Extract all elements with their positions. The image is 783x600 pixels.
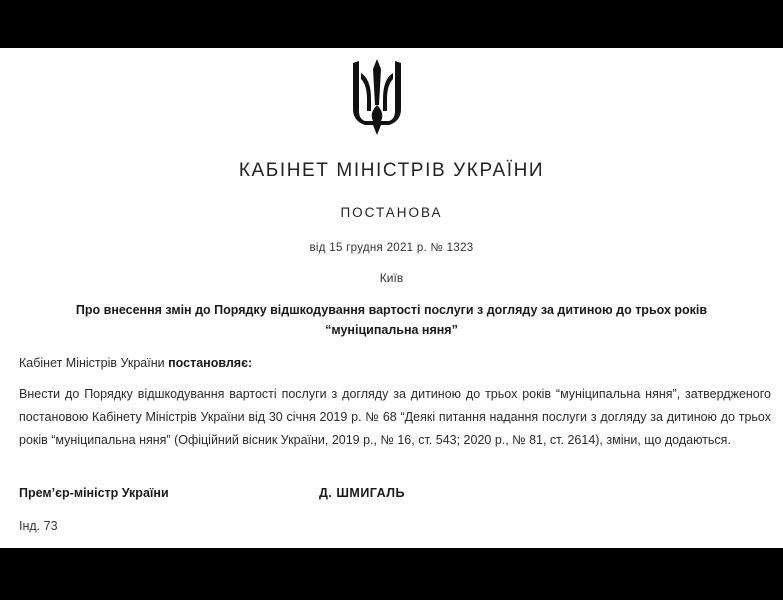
document-title — [0, 300, 783, 340]
document-page — [0, 48, 783, 548]
document-type: ПОСТАНОВА — [340, 205, 443, 220]
issuer-title: КАБІНЕТ МІНІСТРІВ УКРАЇНИ — [238, 160, 545, 181]
resolution-intro — [19, 352, 783, 375]
document-title-line2: “муніципальна няня” — [325, 323, 458, 337]
document-city: Київ — [379, 271, 404, 285]
document-dateline: від 15 грудня 2021 р. № 1323 — [309, 242, 474, 254]
document-title-line1: Про внесення змін до Порядку відшкодування вартості послуги з догляду за дитиною до трьох років — [75, 303, 708, 317]
signer-name: Д. ШМИГАЛЬ — [319, 486, 406, 500]
resolution-body: Внести до Порядку відшкодування вартості послуги з догляду за дитиною до трьох років “муніципальна няня”, затвердженого постановою Кабінету Міністрів України від 30 січня 2019 р. № 68 “Деякі питання надання послуги з догляду за дитиною до трьох років “муніципальна няня” (Офіційний вісник України, 2019 р., № 16, ст. 543; 2020 р., № 81, ст. 2614), зміни, що додаються. — [19, 387, 771, 447]
resolution-intro-text: Кабінет Міністрів України — [19, 356, 169, 370]
document-index: Інд. 73 — [19, 519, 58, 533]
trident-emblem-icon — [351, 59, 403, 137]
resolution-intro-bold: постановляє: — [168, 356, 253, 370]
signer-position: Прем’єр-міністр України — [19, 486, 169, 500]
